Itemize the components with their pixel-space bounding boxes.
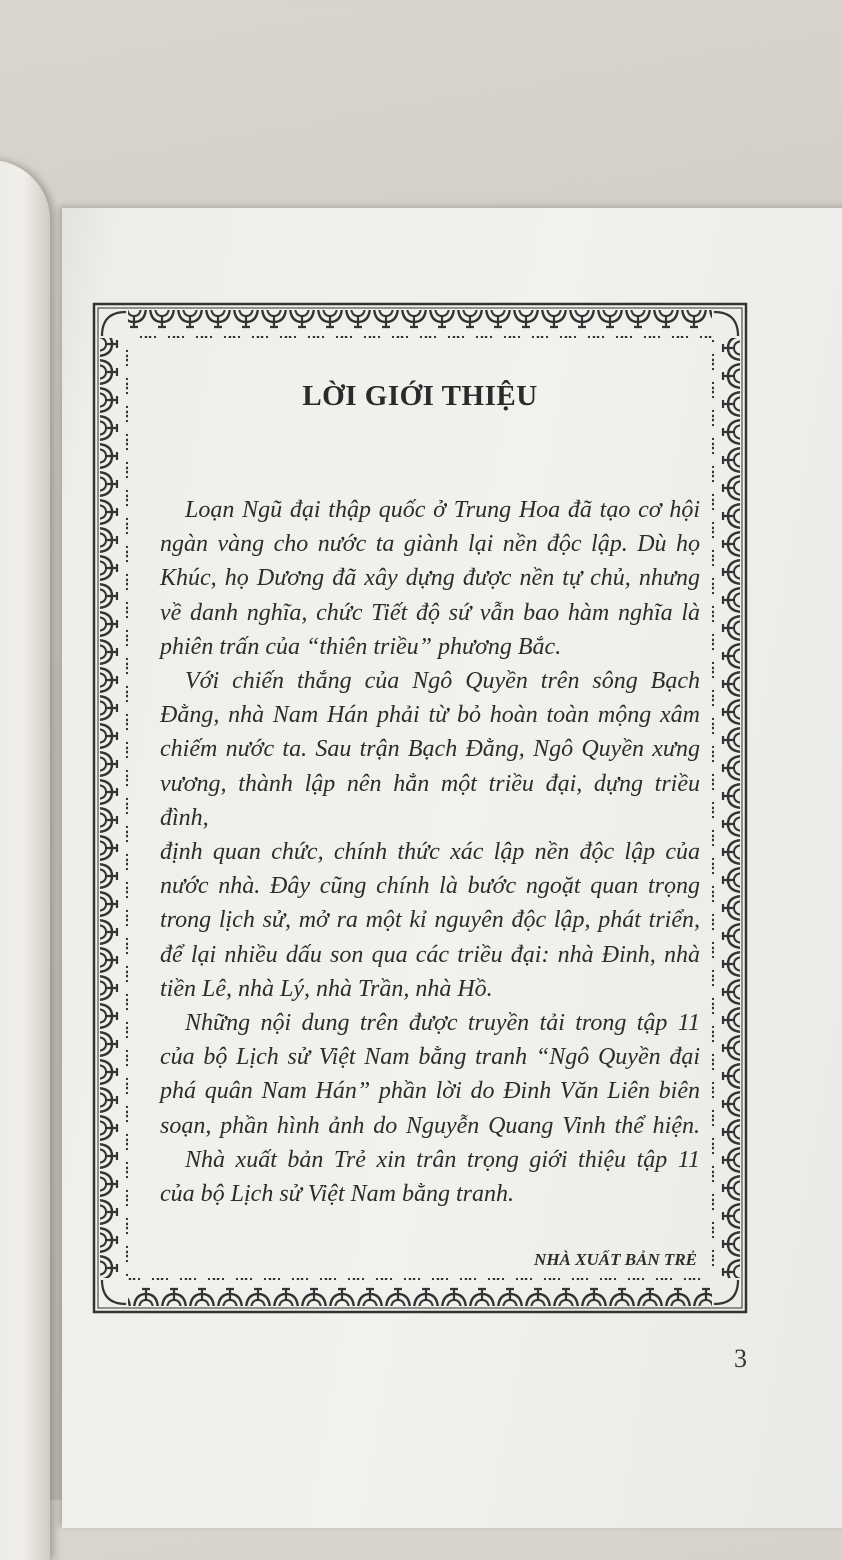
text-line: Loạn Ngũ đại thập quốc ở Trung Hoa đã tạo cơ hội: [185, 497, 700, 523]
text-line: Những nội dung trên được truyền tải trong tập 11: [185, 1010, 700, 1037]
text-line: Khúc, họ Dương đã xây dựng được nền tự chủ, nhưng: [160, 565, 700, 592]
text-line: định quan chức, chính thức xác lập nền độc lập của: [160, 839, 700, 866]
text-line: tiền Lê, nhà Lý, nhà Trần, nhà Hồ.: [160, 975, 493, 1002]
page-title: LỜI GIỚI THIỆU: [302, 380, 538, 412]
text-line: ngàn vàng cho nước ta giành lại nền độc lập. Dù họ: [160, 531, 700, 558]
text-line: soạn, phần hình ảnh do Nguyễn Quang Vinh thể hiện.: [160, 1112, 700, 1139]
text-line: trong lịch sử, mở ra một kỉ nguyên độc lập, phát triển,: [160, 907, 700, 934]
text-line: nước nhà. Đây cũng chính là bước ngoặt quan trọng: [160, 873, 700, 900]
intro-text: [160, 493, 700, 1271]
text-line: phá quân Nam Hán” phần lời do Đinh Văn Liên biên: [160, 1078, 700, 1105]
text-line: về danh nghĩa, chức Tiết độ sứ vẫn bao hàm nghĩa là: [160, 599, 700, 626]
text-line: chiếm nước ta. Sau trận Bạch Đằng, Ngô Quyền xưng: [160, 736, 700, 763]
text-line: phiên trấn của “thiên triều” phương Bắc.: [160, 633, 562, 660]
paragraph-3: [160, 1006, 700, 1143]
text-line: Đằng, nhà Nam Hán phải từ bỏ hoàn toàn mộng xâm: [160, 702, 700, 729]
page-number: 3: [734, 1344, 747, 1373]
text-line: Nhà xuất bản Trẻ xin trân trọng giới thiệu tập 11: [185, 1146, 700, 1173]
text-line: để lại nhiều dấu son qua các triều đại: nhà Đinh, nhà: [160, 941, 700, 968]
paragraph-2: [160, 664, 700, 1006]
paragraph-4: [160, 1143, 700, 1211]
text-line: Với chiến thắng của Ngô Quyền trên sông Bạch: [185, 668, 700, 695]
publisher-signature: NHÀ XUẤT BẢN TRẺ: [534, 1250, 697, 1270]
text-line: của bộ Lịch sử Việt Nam bằng tranh.: [160, 1181, 514, 1208]
left-page-edge: [0, 160, 50, 1560]
text-line: của bộ Lịch sử Việt Nam bằng tranh “Ngô Quyền đại: [160, 1044, 700, 1071]
text-line: vương, thành lập nên hẳn một triều đại, dựng triều đình,: [160, 770, 700, 831]
paragraph-1: [160, 493, 700, 664]
